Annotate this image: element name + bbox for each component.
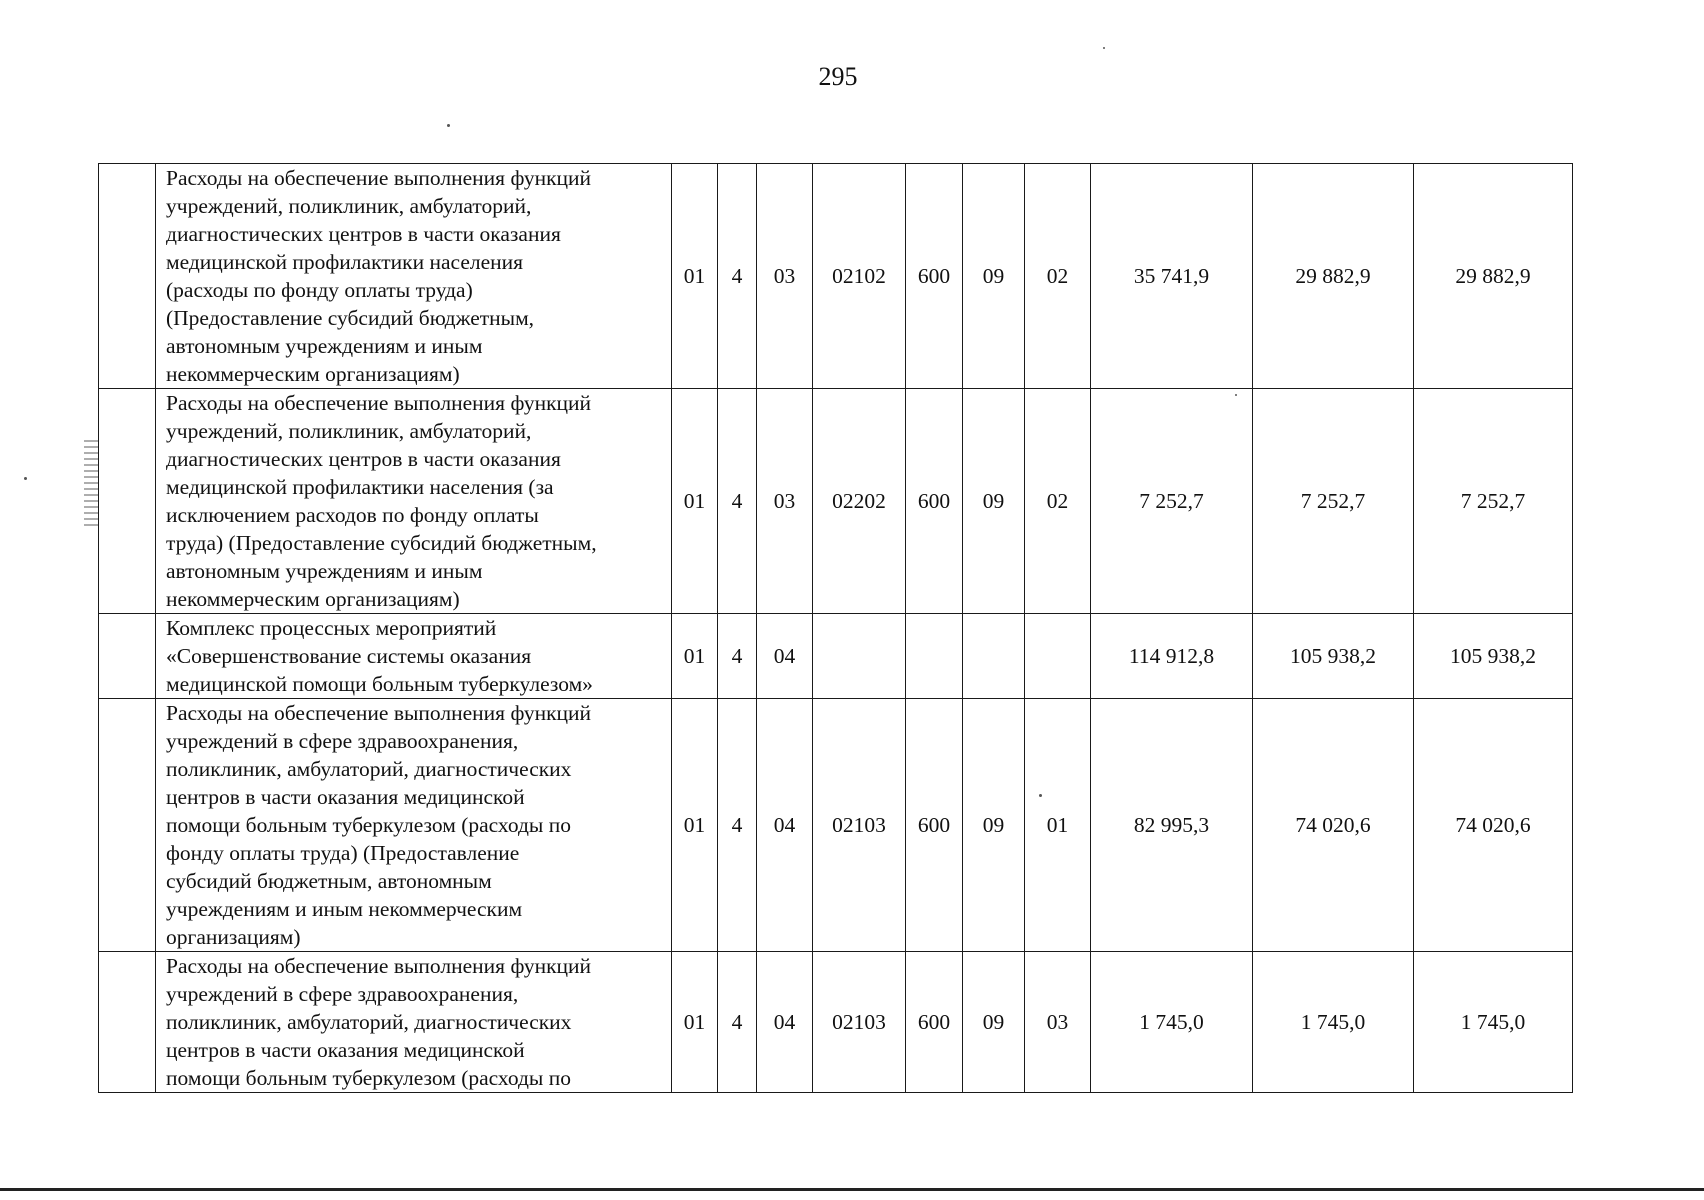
description-line: учреждений в сфере здравоохранения, xyxy=(166,729,519,753)
scan-speck xyxy=(1039,794,1042,797)
code-cell: 09 xyxy=(963,389,1025,614)
description-line: организациям) xyxy=(166,925,301,949)
code-cell: 02103 xyxy=(813,952,906,1093)
code-cell: 04 xyxy=(757,699,813,952)
code-cell: 03 xyxy=(1025,952,1091,1093)
code-cell: 4 xyxy=(718,389,757,614)
description-line: автономным учреждениям и иным xyxy=(166,334,483,358)
description-line: учреждений, поликлиник, амбулаторий, xyxy=(166,419,532,443)
code-cell: 4 xyxy=(718,614,757,699)
code-cell: 04 xyxy=(757,952,813,1093)
row-number-cell xyxy=(99,614,156,699)
amount-cell: 105 938,2 xyxy=(1253,614,1414,699)
description-line: исключением расходов по фонду оплаты xyxy=(166,503,539,527)
code-cell: 01 xyxy=(672,952,718,1093)
table-row xyxy=(99,952,1573,1093)
amount-cell: 1 745,0 xyxy=(1414,952,1573,1093)
description-line: некоммерческим организациям) xyxy=(166,587,460,611)
page-number: 295 xyxy=(818,62,858,91)
description-cell xyxy=(156,952,672,1093)
description-line: диагностических центров в части оказания xyxy=(166,222,561,246)
description-line: центров в части оказания медицинской xyxy=(166,785,525,809)
code-cell: 02 xyxy=(1025,164,1091,389)
description-line: (Предоставление субсидий бюджетным, xyxy=(166,306,535,330)
description-line: учреждений, поликлиник, амбулаторий, xyxy=(166,194,532,218)
description-line: медицинской профилактики населения (за xyxy=(166,475,554,499)
amount-cell: 114 912,8 xyxy=(1091,614,1253,699)
code-cell: 600 xyxy=(906,952,963,1093)
code-cell: 4 xyxy=(718,164,757,389)
row-number-cell xyxy=(99,952,156,1093)
description-line: помощи больным туберкулезом (расходы по xyxy=(166,1066,571,1090)
code-cell: 03 xyxy=(757,389,813,614)
code-cell: 4 xyxy=(718,952,757,1093)
description-cell xyxy=(156,164,672,389)
code-cell: 600 xyxy=(906,389,963,614)
amount-cell: 105 938,2 xyxy=(1414,614,1573,699)
table-row xyxy=(99,164,1573,389)
description-line: учреждениям и иным некоммерческим xyxy=(166,897,523,921)
description-line: Расходы на обеспечение выполнения функций xyxy=(166,391,592,415)
description-line: субсидий бюджетным, автономным xyxy=(166,869,492,893)
code-cell: 600 xyxy=(906,164,963,389)
description-line: Расходы на обеспечение выполнения функций xyxy=(166,701,592,725)
code-cell: 01 xyxy=(672,164,718,389)
description-line: поликлиник, амбулаторий, диагностических xyxy=(166,1010,572,1034)
description-line: (расходы по фонду оплаты труда) xyxy=(166,278,473,302)
amount-cell: 74 020,6 xyxy=(1253,699,1414,952)
code-cell: 09 xyxy=(963,699,1025,952)
amount-cell: 35 741,9 xyxy=(1091,164,1253,389)
row-number-cell xyxy=(99,389,156,614)
description-line: диагностических центров в части оказания xyxy=(166,447,561,471)
scan-speck xyxy=(24,477,27,480)
description-cell xyxy=(156,614,672,699)
code-cell: 600 xyxy=(906,699,963,952)
budget-table xyxy=(98,163,1573,1093)
description-line: центров в части оказания медицинской xyxy=(166,1038,525,1062)
code-cell: 02103 xyxy=(813,699,906,952)
description-cell xyxy=(156,389,672,614)
code-cell: 02202 xyxy=(813,389,906,614)
description-line: медицинской помощи больным туберкулезом» xyxy=(166,672,593,696)
table-row xyxy=(99,699,1573,952)
description-line: учреждений в сфере здравоохранения, xyxy=(166,982,519,1006)
description-line: «Совершенствование системы оказания xyxy=(166,644,532,668)
description-line: некоммерческим организациям) xyxy=(166,362,460,386)
description-cell xyxy=(156,699,672,952)
amount-cell: 74 020,6 xyxy=(1414,699,1573,952)
amount-cell: 7 252,7 xyxy=(1414,389,1573,614)
scan-edge-line xyxy=(0,1188,1704,1191)
scan-margin-mark xyxy=(84,440,98,530)
scan-speck xyxy=(1103,47,1105,49)
code-cell xyxy=(906,614,963,699)
description-line: автономным учреждениям и иным xyxy=(166,559,483,583)
code-cell: 4 xyxy=(718,699,757,952)
code-cell: 09 xyxy=(963,952,1025,1093)
code-cell xyxy=(963,614,1025,699)
description-line: Расходы на обеспечение выполнения функций xyxy=(166,166,592,190)
amount-cell: 82 995,3 xyxy=(1091,699,1253,952)
scan-speck xyxy=(1235,394,1237,396)
description-line: труда) (Предоставление субсидий бюджетным, xyxy=(166,531,597,555)
description-line: помощи больным туберкулезом (расходы по xyxy=(166,813,571,837)
code-cell: 01 xyxy=(1025,699,1091,952)
code-cell: 01 xyxy=(672,389,718,614)
amount-cell: 1 745,0 xyxy=(1091,952,1253,1093)
code-cell: 01 xyxy=(672,699,718,952)
code-cell: 03 xyxy=(757,164,813,389)
row-number-cell xyxy=(99,164,156,389)
code-cell: 02 xyxy=(1025,389,1091,614)
table-row xyxy=(99,614,1573,699)
description-line: Расходы на обеспечение выполнения функций xyxy=(166,954,592,978)
scan-speck xyxy=(447,124,450,127)
amount-cell: 7 252,7 xyxy=(1253,389,1414,614)
code-cell: 09 xyxy=(963,164,1025,389)
table-row xyxy=(99,389,1573,614)
code-cell xyxy=(1025,614,1091,699)
row-number-cell xyxy=(99,699,156,952)
amount-cell: 29 882,9 xyxy=(1414,164,1573,389)
amount-cell: 1 745,0 xyxy=(1253,952,1414,1093)
code-cell: 01 xyxy=(672,614,718,699)
description-line: медицинской профилактики населения xyxy=(166,250,524,274)
code-cell xyxy=(813,614,906,699)
amount-cell: 29 882,9 xyxy=(1253,164,1414,389)
description-line: поликлиник, амбулаторий, диагностических xyxy=(166,757,572,781)
amount-cell: 7 252,7 xyxy=(1091,389,1253,614)
description-line: Комплекс процессных мероприятий xyxy=(166,616,497,640)
code-cell: 04 xyxy=(757,614,813,699)
code-cell: 02102 xyxy=(813,164,906,389)
description-line: фонду оплаты труда) (Предоставление xyxy=(166,841,520,865)
